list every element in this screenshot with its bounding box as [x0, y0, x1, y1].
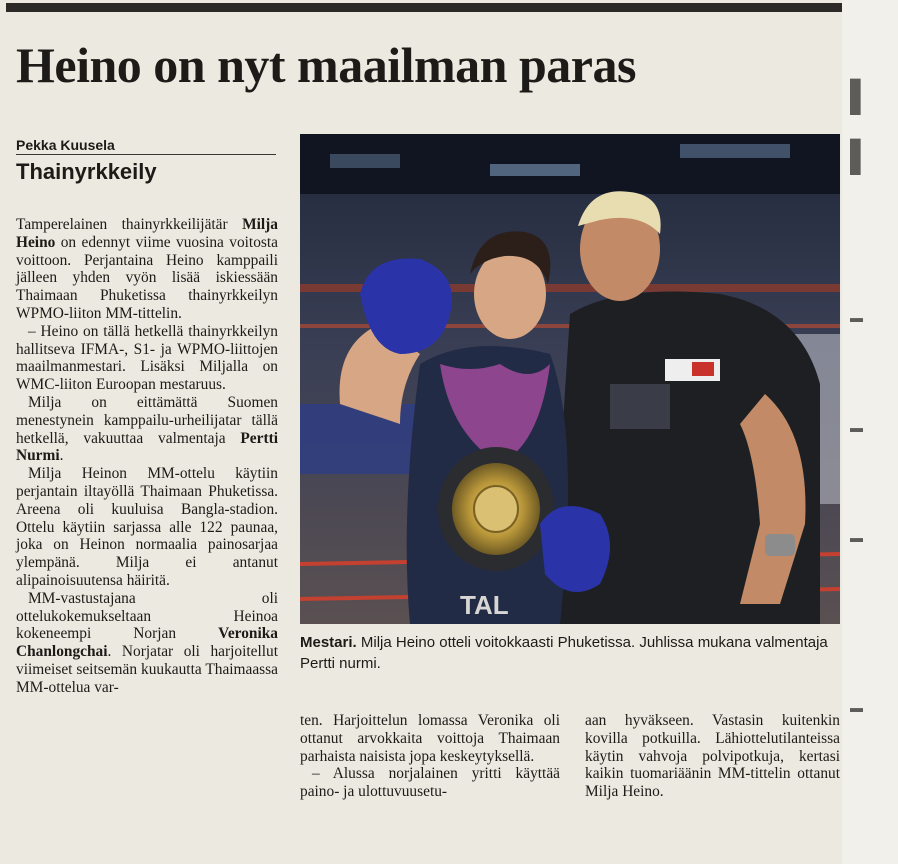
paragraph: Milja on eittämättä Suomen menestynein kamppailu-urheilijatar tällä hetkellä, vakuuttaa valmentaja Pertti Nurmi. — [16, 393, 278, 465]
paragraph: Milja Heinon MM-ottelu käytiin perjantain iltayöllä Thaimaan Phuketissa. Areena oli kuuluisa Bangla-stadion. Ottelu käytiin sarjassa alle 122 paunaa, joka on Heinon normaalia painosarjaa ylempänä. Milja ei antanut alipainoisuutensa häiritä. — [16, 465, 278, 589]
section-label: Thainyrkkeily — [16, 159, 157, 184]
headline: Heino on nyt maailman paras — [16, 37, 636, 93]
caption-text: Milja Heino otteli voitokkaasti Phuketissa. Juhlissa mukana valmentaja Pertti nurmi. — [300, 634, 828, 672]
article-column-1 — [16, 216, 278, 697]
caption-lead: Mestari. — [300, 634, 357, 651]
article-column-3 — [585, 712, 840, 801]
person-name: Veronika Chanlongchai — [16, 625, 278, 661]
top-rule — [6, 3, 842, 12]
byline-divider — [16, 154, 276, 155]
photo-caption — [300, 632, 840, 674]
byline: Pekka Kuusela — [16, 137, 115, 153]
article-photo — [300, 134, 840, 624]
person-name: Milja Heino — [16, 216, 278, 251]
person-name: Pertti Nurmi — [16, 429, 278, 465]
paragraph: – Alussa norjalainen yritti käyttää paino- ja ulottuvuusetu- — [300, 765, 560, 801]
paragraph: Tamperelainen thainyrkkeilijätär Milja Heino on edennyt viime vuosina voitosta voittoon. Perjantaina Heino kamppaili jälleen yhden vyön lisää iskiessään Thaimaan Phuketissa thainyrkkeilyn WPMO-liiton MM-tittelin. — [16, 216, 278, 322]
paragraph: aan hyväkseen. Vastasin kuitenkin kovilla potkuilla. Lähiottelutilanteissa käytin vahvoja polvipotkuja, kertasi kaikin tuomariäänin MM-tittelin ottanut Milja Heino. — [585, 712, 840, 801]
photo-illustration — [300, 134, 840, 624]
adjacent-page-edge: ▌ ▌ ▬ ▬ ▬ ▬ — [842, 0, 898, 864]
shirt-lettering: TAL — [460, 590, 509, 620]
paragraph: – Heino on tällä hetkellä thainyrkkeilyn hallitseva IFMA-, S1- ja WPMO-liittojen maailmanmestari. Lisäksi Miljalla on WMC-liiton Euroopan mestaruus. — [16, 322, 278, 394]
paragraph: ten. Harjoittelun lomassa Veronika oli ottanut arvokkaita voittoja Thaimaan parhaista naisista jopa keskeytyksellä. — [300, 712, 560, 765]
paragraph: MM-vastustajana oli ottelukokemukseltaan Heinoa kokeneempi Norjan Veronika Chanlongchai. Norjatar oli harjoitellut viimeiset seitsemän kuukautta Thaimaassa MM-ottelua var- — [16, 589, 278, 696]
article-column-2 — [300, 712, 560, 801]
